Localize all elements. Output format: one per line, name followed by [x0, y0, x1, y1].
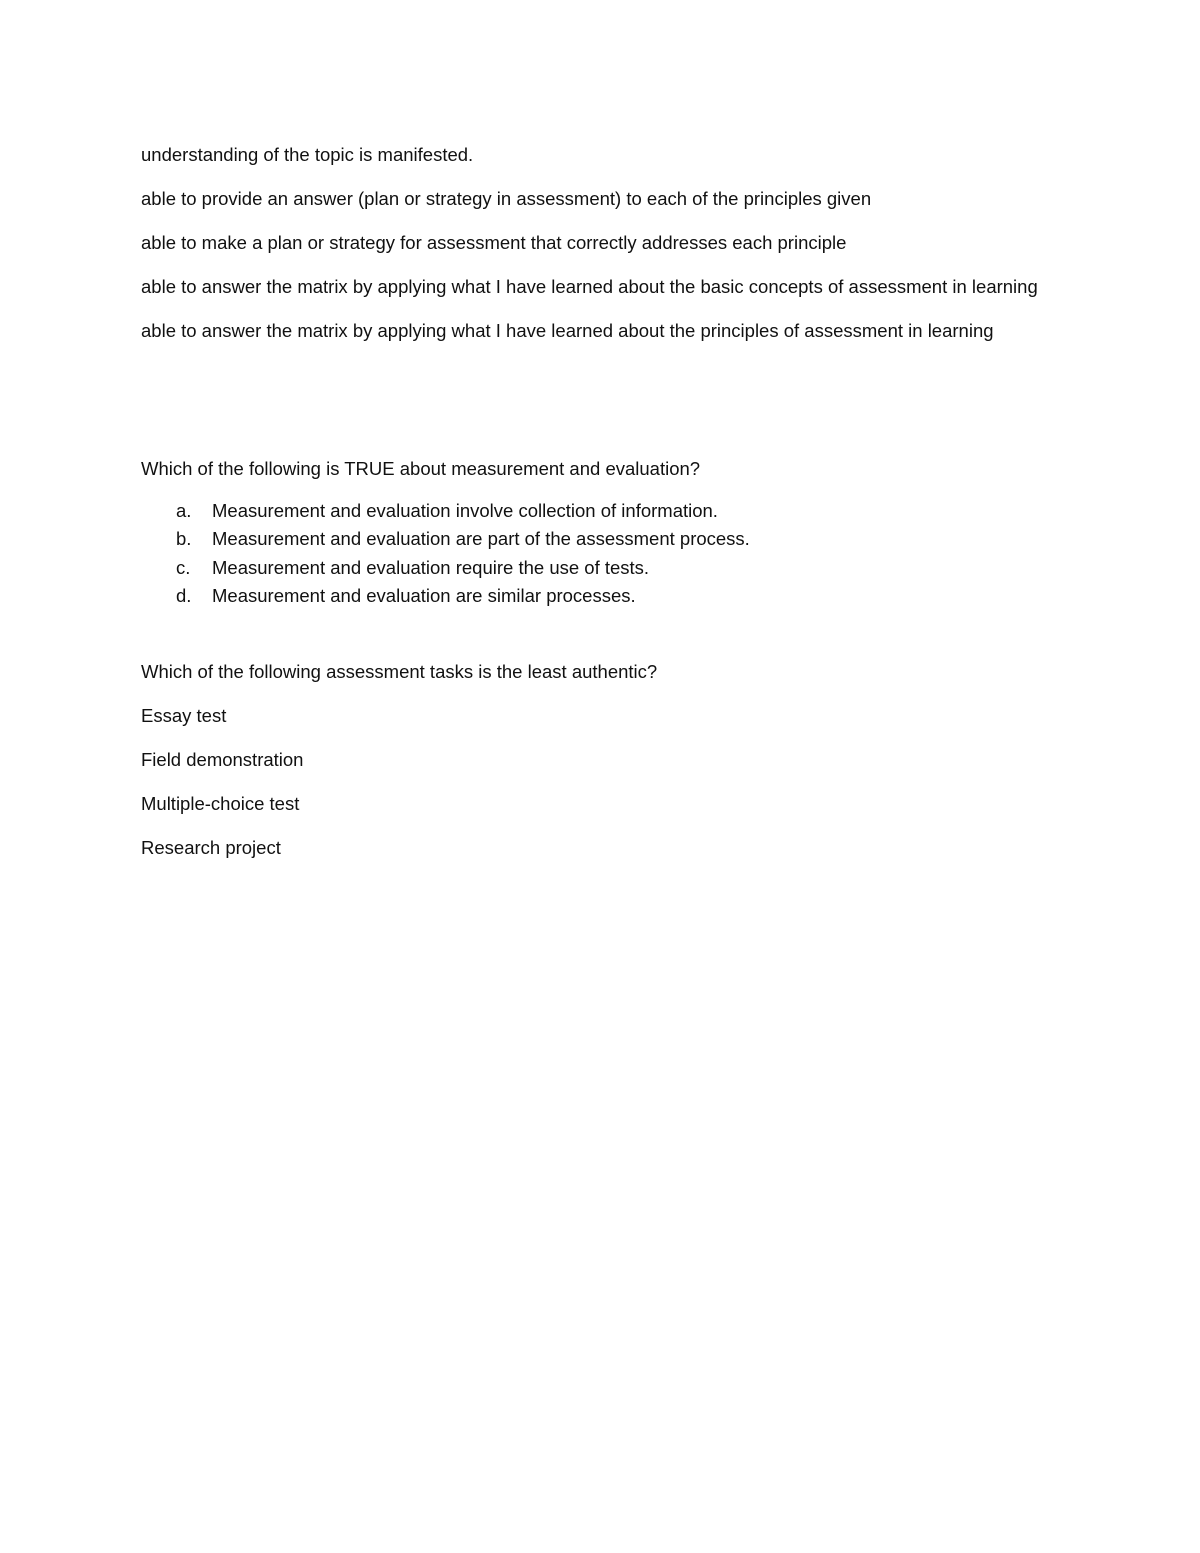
- intro-line: able to answer the matrix by applying what I have learned about the principles of assessment in learning: [141, 320, 994, 341]
- option-text: Measurement and evaluation are similar processes.: [212, 584, 636, 606]
- intro-line: able to provide an answer (plan or strategy in assessment) to each of the principles given: [141, 188, 872, 209]
- question-2-option: Research project: [141, 837, 281, 859]
- option-text: Measurement and evaluation involve collection of information.: [212, 500, 718, 521]
- option-letter: a.: [176, 500, 192, 521]
- section-spacer: [141, 361, 1061, 455]
- page-content: [141, 141, 1061, 878]
- question-1-options: [141, 497, 1061, 610]
- question-1-text: Which of the following is TRUE about measurement and evaluation?: [141, 458, 701, 479]
- option-letter: c.: [176, 556, 191, 578]
- intro-line: able to make a plan or strategy for assessment that correctly addresses each principle: [141, 232, 847, 253]
- intro-line: understanding of the topic is manifested.: [141, 144, 474, 165]
- option-text: Measurement and evaluation are part of the assessment process.: [212, 528, 750, 550]
- option-letter: d.: [176, 584, 192, 606]
- question-2-text: Which of the following assessment tasks is the least authentic?: [141, 661, 658, 683]
- question-2-option: Field demonstration: [141, 749, 304, 771]
- section-spacer: [141, 610, 1061, 658]
- question-1-option: [141, 497, 1061, 525]
- question-1-option: [141, 582, 1061, 610]
- intro-line: able to answer the matrix by applying what I have learned about the basic concepts of assessment in learning: [141, 276, 1038, 297]
- question-1-option: [141, 554, 1061, 582]
- question-1-option: [141, 525, 1061, 553]
- option-text: Measurement and evaluation require the use of tests.: [212, 556, 650, 578]
- question-2-option: Essay test: [141, 705, 227, 727]
- option-letter: b.: [176, 528, 192, 550]
- question-2-option: Multiple-choice test: [141, 793, 300, 815]
